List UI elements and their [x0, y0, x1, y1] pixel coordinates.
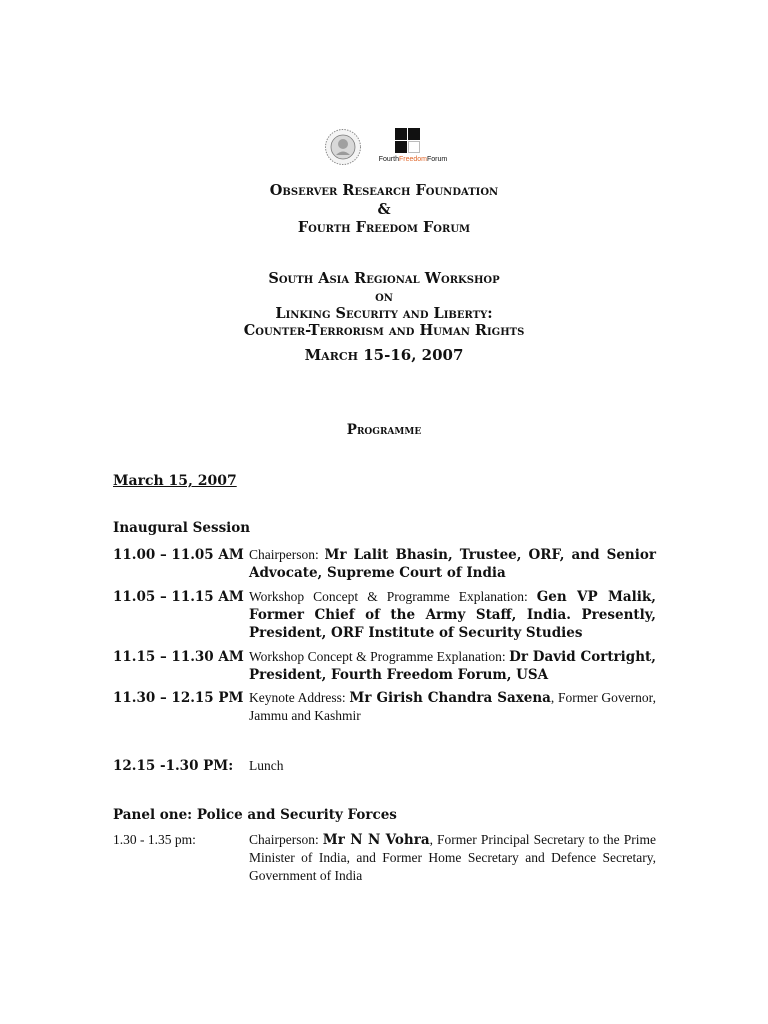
- session-time: 11.00 – 11.05 AM: [113, 547, 244, 563]
- fourth-freedom-forum-logo: FourthFreedomForum: [378, 128, 448, 166]
- session-description: Chairperson: Mr N N Vohra, Former Principal Secretary to the Prime Minister of India, and Former Home Secretary and Defence Secretary, Government of India: [249, 832, 656, 883]
- session-time: 12.15 -1.30 PM:: [113, 758, 234, 774]
- workshop-title-4: Counter-Terrorism and Human Rights: [243, 322, 525, 339]
- session-description: Lunch: [249, 758, 284, 773]
- session-time: 11.15 – 11.30 AM: [113, 649, 244, 665]
- programme-heading: Programme: [346, 422, 422, 438]
- orf-seal-logo: [324, 128, 362, 166]
- org-ampersand: &: [377, 201, 391, 218]
- org-title-1: Observer Research Foundation: [269, 182, 499, 199]
- logos: [320, 126, 450, 168]
- session-time: 11.30 – 12.15 PM: [113, 690, 244, 706]
- session-description: Keynote Address: Mr Girish Chandra Saxena, Former Governor, Jammu and Kashmir: [249, 690, 656, 723]
- workshop-title-1: South Asia Regional Workshop: [268, 270, 500, 287]
- section-title: Inaugural Session: [113, 520, 251, 536]
- day-heading: March 15, 2007: [113, 473, 237, 489]
- workshop-title-3: Linking Security and Liberty:: [275, 305, 493, 322]
- session-description: Workshop Concept & Programme Explanation: Gen VP Malik, Former Chief of the Army Staff, India. Presently, President, ORF Institute of Security Studies: [249, 589, 656, 641]
- section-title: Panel one: Police and Security Forces: [113, 807, 397, 823]
- session-description: Chairperson: Mr Lalit Bhasin, Trustee, ORF, and Senior Advocate, Supreme Court of India: [249, 547, 656, 581]
- workshop-dates: March 15-16, 2007: [304, 346, 464, 364]
- org-title-2: Fourth Freedom Forum: [297, 219, 471, 236]
- session-description: Workshop Concept & Programme Explanation: Dr David Cortright, President, Fourth Freedom Forum, USA: [249, 649, 656, 683]
- workshop-title-2: on: [375, 288, 393, 305]
- session-time: 11.05 – 11.15 AM: [113, 589, 244, 605]
- session-time: 1.30 - 1.35 pm:: [113, 832, 196, 847]
